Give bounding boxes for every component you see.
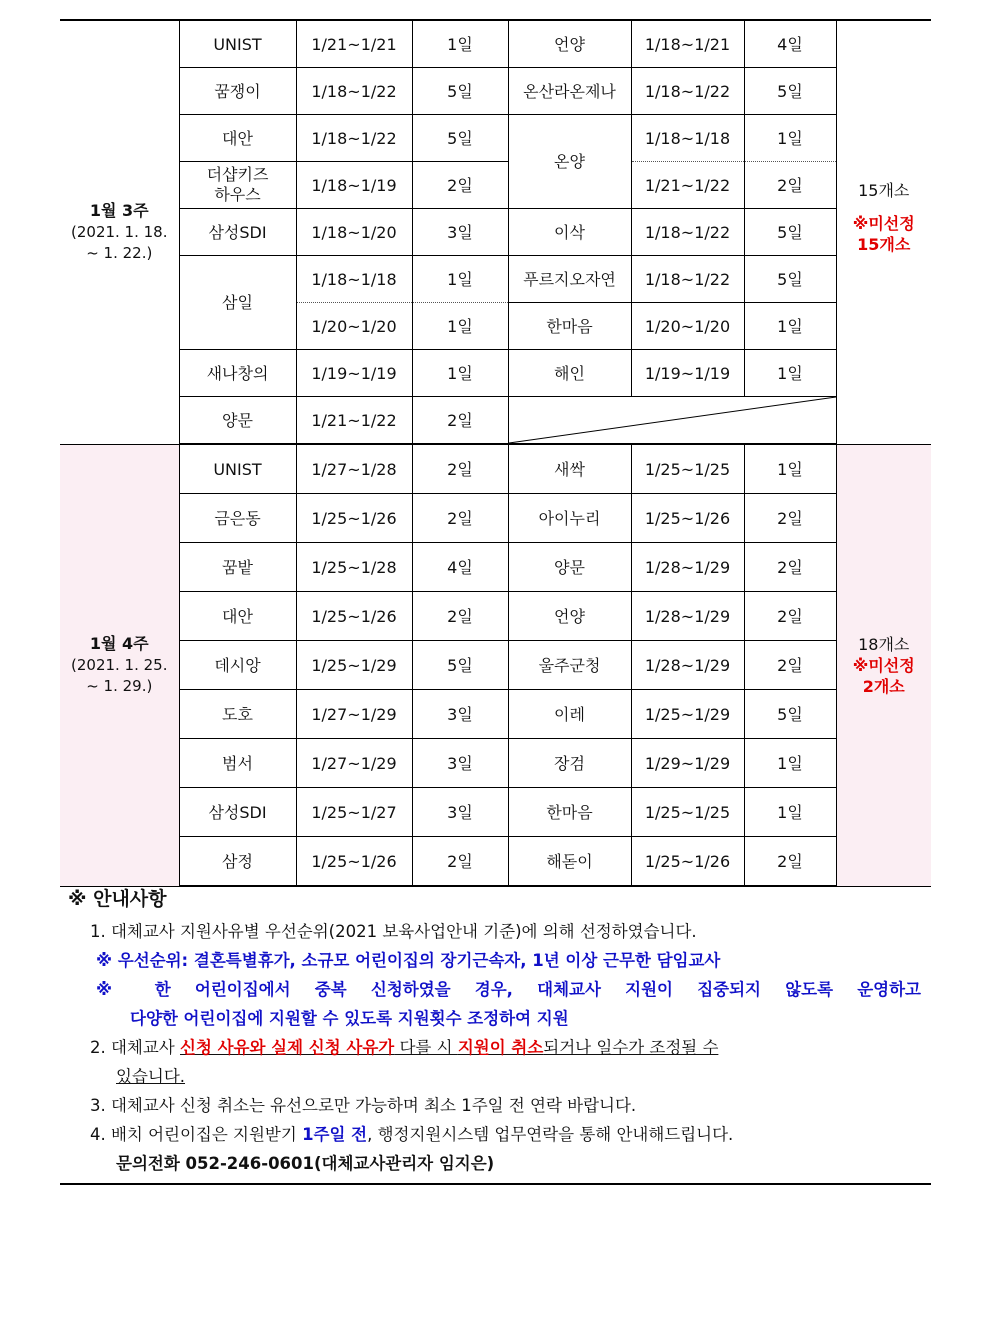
notice-title: ※ 안내사항 (68, 888, 167, 910)
day-count: 5일 (744, 209, 836, 256)
date-range: 1/25~1/25 (631, 444, 744, 494)
notice-item-3: 3. 대체교사 신청 취소는 유선으로만 가능하며 최소 1주일 전 연락 바랍니다. (90, 1096, 637, 1115)
table-row (60, 350, 931, 397)
day-count: 1일 (744, 739, 836, 788)
center-name: 더샵키즈 하우스 (179, 162, 296, 209)
week3-unselected-count: 15개소 (857, 234, 911, 254)
week4-count (836, 444, 931, 886)
week3-week-label (60, 20, 179, 444)
day-count: 1일 (744, 788, 836, 837)
day-count: 2일 (412, 444, 508, 494)
week4-unselected-count: 2개소 (862, 676, 905, 696)
center-name: 한마음 (508, 303, 631, 350)
day-count: 5일 (412, 641, 508, 690)
date-range: 1/18~1/18 (296, 256, 412, 303)
week3-count-total: 15개소 (858, 180, 910, 200)
day-count: 2일 (744, 162, 836, 209)
day-count: 2일 (744, 641, 836, 690)
date-range: 1/19~1/19 (296, 350, 412, 397)
day-count: 1일 (744, 303, 836, 350)
notice-item-2-red1: 신청 사유와 실제 신청 사유가 (180, 1038, 395, 1057)
day-count: 2일 (744, 837, 836, 887)
date-range: 1/25~1/29 (631, 690, 744, 739)
day-count: 1일 (412, 20, 508, 68)
table-row (60, 20, 931, 68)
center-name: 언양 (508, 592, 631, 641)
center-name: 도호 (179, 690, 296, 739)
week3-unselected-label: ※미선정 (852, 213, 915, 233)
center-name: 언양 (508, 20, 631, 68)
notice-item-4 (60, 1120, 931, 1149)
center-name: 금은동 (179, 494, 296, 543)
date-range: 1/18~1/21 (631, 20, 744, 68)
date-range: 1/20~1/20 (296, 303, 412, 350)
table-row (60, 68, 931, 115)
date-range: 1/25~1/26 (631, 494, 744, 543)
center-name: 범서 (179, 739, 296, 788)
day-count: 4일 (412, 543, 508, 592)
center-name: 새나창의 (179, 350, 296, 397)
date-range: 1/25~1/26 (296, 837, 412, 887)
center-name: 꿈밭 (179, 543, 296, 592)
notice-item-2-mid: 다를 시 (394, 1038, 458, 1057)
day-count: 4일 (744, 20, 836, 68)
date-range: 1/27~1/29 (296, 739, 412, 788)
week3-count (836, 20, 931, 444)
date-range: 1/25~1/25 (631, 788, 744, 837)
week3-week-range-start: (2021. 1. 18. (71, 223, 168, 242)
table-row (60, 592, 931, 641)
day-count: 1일 (412, 303, 508, 350)
notice-item-4-post: , 행정지원시스템 업무연락을 통해 안내해드립니다. (367, 1125, 734, 1144)
day-count: 2일 (412, 397, 508, 445)
table-row (60, 641, 931, 690)
center-name: 한마음 (508, 788, 631, 837)
center-name: 대안 (179, 115, 296, 162)
day-count: 5일 (744, 690, 836, 739)
day-count: 2일 (412, 592, 508, 641)
center-name: 울주군청 (508, 641, 631, 690)
notice-item-2-cont (60, 1062, 931, 1091)
date-range: 1/18~1/18 (631, 115, 744, 162)
center-name: 대안 (179, 592, 296, 641)
center-name: 이삭 (508, 209, 631, 256)
notice-item-2-pre: 2. 대체교사 (90, 1038, 180, 1057)
bottom-rule (60, 1183, 931, 1185)
center-name: 장검 (508, 739, 631, 788)
center-name: 삼성SDI (179, 788, 296, 837)
date-range: 1/25~1/27 (296, 788, 412, 837)
table-row (60, 837, 931, 887)
date-range: 1/21~1/21 (296, 20, 412, 68)
contact-line: 문의전화 052-246-0601(대체교사관리자 임지은) (116, 1154, 495, 1173)
center-name: 삼성SDI (179, 209, 296, 256)
center-name: 양문 (179, 397, 296, 445)
day-count: 3일 (412, 209, 508, 256)
day-count: 2일 (412, 162, 508, 209)
date-range: 1/18~1/20 (296, 209, 412, 256)
table-row (60, 494, 931, 543)
day-count: 2일 (744, 543, 836, 592)
date-range: 1/18~1/22 (631, 68, 744, 115)
date-range: 1/25~1/26 (631, 837, 744, 887)
table-row (60, 397, 931, 445)
week3-week-title: 1월 3주 (89, 201, 149, 221)
date-range: 1/25~1/29 (296, 641, 412, 690)
notice-item-2-post: 되거나 일수가 조정될 수 (543, 1038, 719, 1057)
center-name: 양문 (508, 543, 631, 592)
diagonal-line (509, 397, 836, 443)
week4-unselected-label: ※미선정 (852, 655, 915, 675)
table-row (60, 788, 931, 837)
day-count: 1일 (744, 350, 836, 397)
table-row (60, 739, 931, 788)
date-range: 1/18~1/22 (631, 209, 744, 256)
date-range: 1/29~1/29 (631, 739, 744, 788)
day-count: 2일 (412, 837, 508, 887)
table-row (60, 690, 931, 739)
center-name: 온산라온제나 (508, 68, 631, 115)
day-count: 3일 (412, 739, 508, 788)
center-name: 꿈쟁이 (179, 68, 296, 115)
center-name: 해돋이 (508, 837, 631, 887)
day-count: 1일 (744, 115, 836, 162)
center-name: 아이누리 (508, 494, 631, 543)
date-range: 1/28~1/29 (631, 543, 744, 592)
notice-item-1: 1. 대체교사 지원사유별 우선순위(2021 보육사업안내 기준)에 의해 선정하였습니다. (90, 922, 697, 941)
week3-week-range-end: ~ 1. 22.) (86, 244, 153, 263)
center-name: 푸르지오자연 (508, 256, 631, 303)
table-row (60, 115, 931, 162)
day-count: 5일 (412, 68, 508, 115)
day-count: 1일 (412, 350, 508, 397)
day-count: 2일 (744, 494, 836, 543)
day-count: 5일 (744, 256, 836, 303)
notice-section (60, 885, 931, 1178)
center-name: 새싹 (508, 444, 631, 494)
notice-priority: ※ 우선순위: 결혼특별휴가, 소규모 어린이집의 장기근속자, 1년 이상 근무한 담임교사 (96, 951, 721, 970)
day-count: 2일 (744, 592, 836, 641)
notice-item-2-cont-text: 있습니다. (116, 1067, 186, 1086)
center-name: UNIST (179, 20, 296, 68)
day-count: 2일 (412, 494, 508, 543)
date-range: 1/18~1/22 (296, 68, 412, 115)
center-name: 온양 (508, 115, 631, 209)
notice-item-2-red2: 지원이 취소 (457, 1038, 544, 1057)
date-range: 1/19~1/19 (631, 350, 744, 397)
center-name: 해인 (508, 350, 631, 397)
date-range: 1/25~1/28 (296, 543, 412, 592)
table-row (60, 543, 931, 592)
date-range: 1/25~1/26 (296, 592, 412, 641)
notice-duplicate-2: 다양한 어린이집에 지원할 수 있도록 지원횟수 조정하여 지원 (130, 1009, 569, 1028)
day-count: 5일 (744, 68, 836, 115)
notice-item-4-blue: 1주일 전 (302, 1125, 368, 1144)
day-count: 1일 (744, 444, 836, 494)
date-range: 1/21~1/22 (631, 162, 744, 209)
day-count: 5일 (412, 115, 508, 162)
date-range: 1/20~1/20 (631, 303, 744, 350)
empty-diagonal-cell (508, 397, 836, 445)
date-range: 1/28~1/29 (631, 641, 744, 690)
notice-item-4-pre: 4. 배치 어린이집은 지원받기 (90, 1125, 303, 1144)
center-name: 데시앙 (179, 641, 296, 690)
week4-week-label (60, 444, 179, 886)
week4-week-range-start: (2021. 1. 25. (71, 656, 168, 674)
date-range: 1/18~1/22 (296, 115, 412, 162)
week4-count-total: 18개소 (858, 634, 910, 654)
table-row (60, 162, 931, 209)
table-row (60, 256, 931, 303)
day-count: 3일 (412, 788, 508, 837)
week4-week-title: 1월 4주 (89, 634, 149, 653)
date-range: 1/27~1/29 (296, 690, 412, 739)
table-row (60, 209, 931, 256)
notice-item-2 (60, 1033, 931, 1062)
date-range: 1/18~1/19 (296, 162, 412, 209)
date-range: 1/18~1/22 (631, 256, 744, 303)
date-range: 1/27~1/28 (296, 444, 412, 494)
schedule-sheet (60, 19, 931, 887)
substitute-teacher-schedule-table (60, 19, 931, 887)
center-name: 이레 (508, 690, 631, 739)
week4-week-range-end: ~ 1. 29.) (86, 677, 153, 695)
date-range: 1/21~1/22 (296, 397, 412, 445)
center-name: 삼정 (179, 837, 296, 887)
notice-duplicate-1: ※ 한 어린이집에서 중복 신청하였을 경우, 대체교사 지원이 집중되지 않도록 운영하고 (96, 980, 921, 999)
day-count: 1일 (412, 256, 508, 303)
center-name: UNIST (179, 444, 296, 494)
table-row (60, 444, 931, 494)
day-count: 3일 (412, 690, 508, 739)
date-range: 1/25~1/26 (296, 494, 412, 543)
date-range: 1/28~1/29 (631, 592, 744, 641)
center-name: 삼일 (179, 256, 296, 350)
